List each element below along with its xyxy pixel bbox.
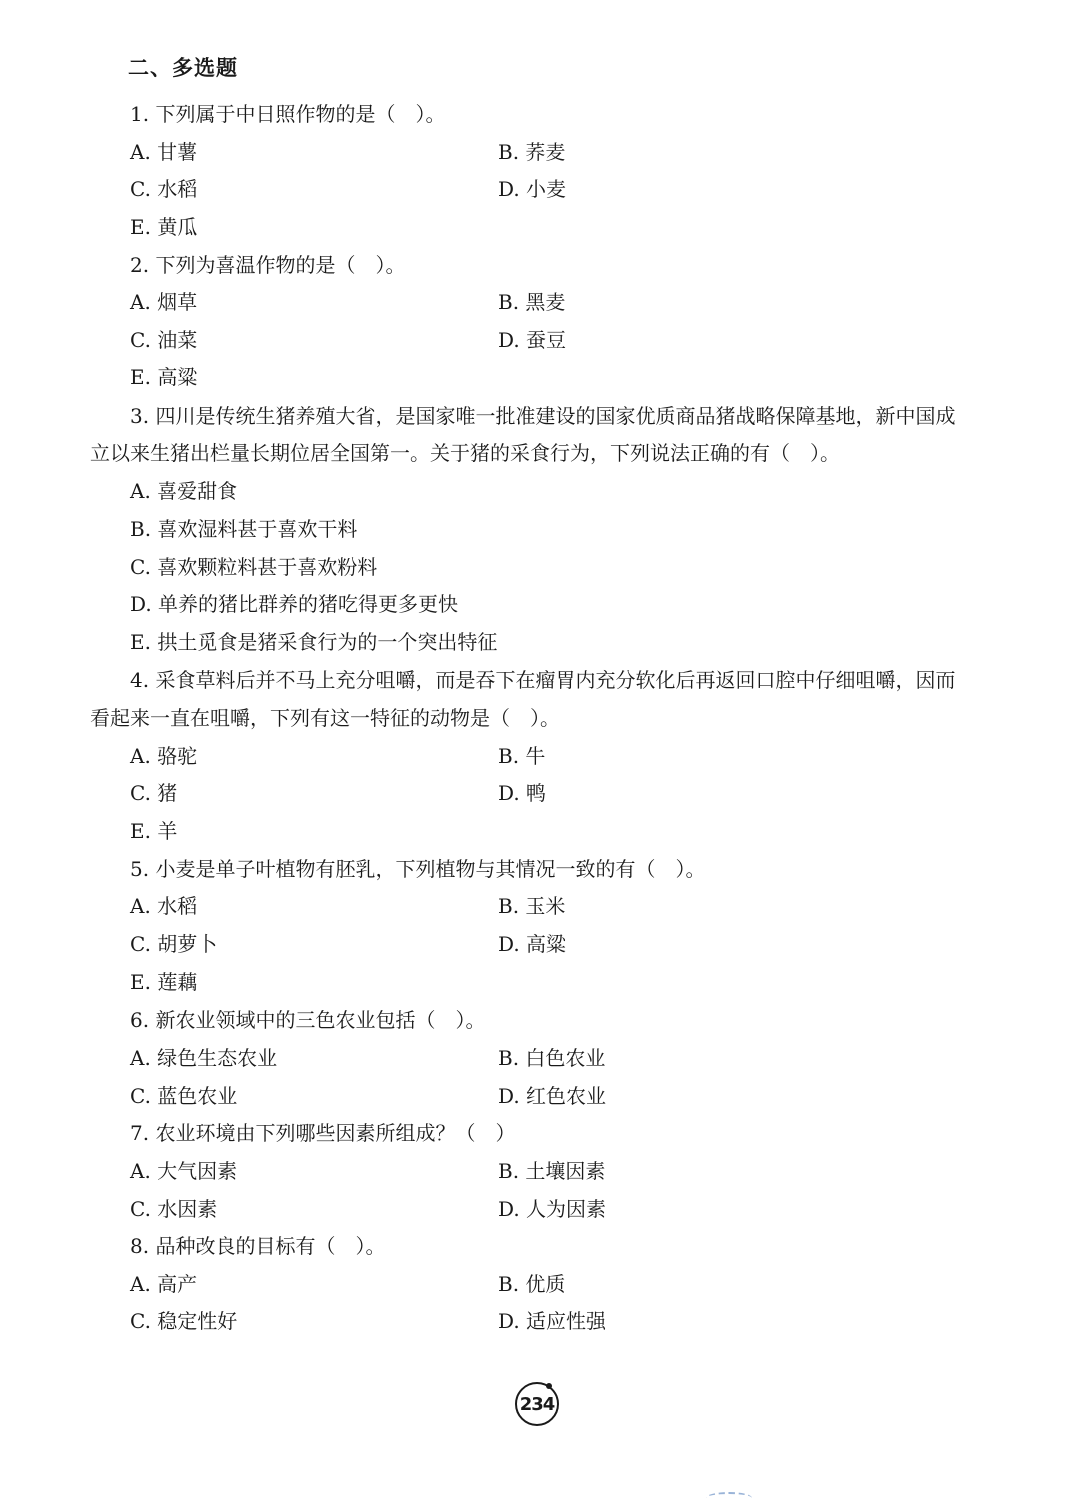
question-6-option-a: A. 绿色生态农业 bbox=[130, 1046, 278, 1070]
question-7-option-a: A. 大气因素 bbox=[130, 1159, 238, 1183]
question-4-stem-line-1: 4. 采食草料后并不马上充分咀嚼，而是吞下在瘤胃内充分软化后再返回口腔中仔细咀嚼，因而 bbox=[130, 668, 956, 692]
question-2-option-d: D. 蚕豆 bbox=[498, 328, 567, 352]
question-6-option-b: B. 白色农业 bbox=[498, 1046, 606, 1070]
question-4-option-c: C. 猪 bbox=[130, 781, 178, 805]
question-3-option-a: A. 喜爱甜食 bbox=[130, 479, 238, 503]
question-4-option-a: A. 骆驼 bbox=[130, 744, 198, 768]
question-7-option-b: B. 土壤因素 bbox=[498, 1159, 606, 1183]
question-4-option-e: E. 羊 bbox=[130, 819, 178, 843]
question-3-option-b: B. 喜欢湿料甚于喜欢干料 bbox=[130, 517, 358, 541]
question-3-option-c: C. 喜欢颗粒料甚于喜欢粉料 bbox=[130, 555, 378, 579]
question-5-option-b: B. 玉米 bbox=[498, 894, 566, 918]
question-3-stem-line-1: 3. 四川是传统生猪养殖大省，是国家唯一批准建设的国家优质商品猪战略保障基地，新中国成 bbox=[130, 404, 956, 428]
question-2-stem: 2. 下列为喜温作物的是（ ）。 bbox=[130, 253, 406, 277]
question-5-stem: 5. 小麦是单子叶植物有胚乳，下列植物与其情况一致的有（ ）。 bbox=[130, 857, 706, 881]
question-1-option-a: A. 甘薯 bbox=[130, 140, 198, 164]
question-8-option-a: A. 高产 bbox=[130, 1272, 198, 1296]
question-7-stem: 7. 农业环境由下列哪些因素所组成？（ ） bbox=[130, 1121, 516, 1145]
question-1-option-e: E. 黄瓜 bbox=[130, 215, 198, 239]
question-5-option-c: C. 胡萝卜 bbox=[130, 932, 218, 956]
question-4-option-b: B. 牛 bbox=[498, 744, 546, 768]
question-8-option-b: B. 优质 bbox=[498, 1272, 566, 1296]
scan-mark bbox=[706, 1492, 752, 1504]
question-8-stem: 8. 品种改良的目标有（ ）。 bbox=[130, 1234, 386, 1258]
question-2-option-a: A. 烟草 bbox=[130, 290, 198, 314]
question-2-option-e: E. 高粱 bbox=[130, 365, 198, 389]
question-3-option-d: D. 单养的猪比群养的猪吃得更多更快 bbox=[130, 592, 459, 616]
page-number-dot bbox=[546, 1383, 552, 1389]
page-number: 234 bbox=[515, 1382, 559, 1426]
question-6-option-c: C. 蓝色农业 bbox=[130, 1084, 238, 1108]
question-2-option-b: B. 黑麦 bbox=[498, 290, 566, 314]
question-8-option-d: D. 适应性强 bbox=[498, 1309, 607, 1333]
question-3-option-e: E. 拱土觅食是猪采食行为的一个突出特征 bbox=[130, 630, 498, 654]
question-6-option-d: D. 红色农业 bbox=[498, 1084, 607, 1108]
question-1-option-b: B. 荞麦 bbox=[498, 140, 566, 164]
question-4-stem-line-2: 看起来一直在咀嚼，下列有这一特征的动物是（ ）。 bbox=[90, 706, 560, 730]
question-1-stem: 1. 下列属于中日照作物的是（ ）。 bbox=[130, 102, 446, 126]
question-4-option-d: D. 鸭 bbox=[498, 781, 547, 805]
question-1-option-d: D. 小麦 bbox=[498, 177, 567, 201]
question-5-option-a: A. 水稻 bbox=[130, 894, 198, 918]
section-title: 二、多选题 bbox=[128, 56, 238, 80]
question-7-option-c: C. 水因素 bbox=[130, 1197, 218, 1221]
question-5-option-d: D. 高粱 bbox=[498, 932, 567, 956]
question-2-option-c: C. 油菜 bbox=[130, 328, 198, 352]
question-7-option-d: D. 人为因素 bbox=[498, 1197, 607, 1221]
question-3-stem-line-2: 立以来生猪出栏量长期位居全国第一。关于猪的采食行为，下列说法正确的有（ ）。 bbox=[90, 441, 840, 465]
question-6-stem: 6. 新农业领域中的三色农业包括（ ）。 bbox=[130, 1008, 486, 1032]
question-5-option-e: E. 莲藕 bbox=[130, 970, 198, 994]
question-1-option-c: C. 水稻 bbox=[130, 177, 198, 201]
question-8-option-c: C. 稳定性好 bbox=[130, 1309, 238, 1333]
